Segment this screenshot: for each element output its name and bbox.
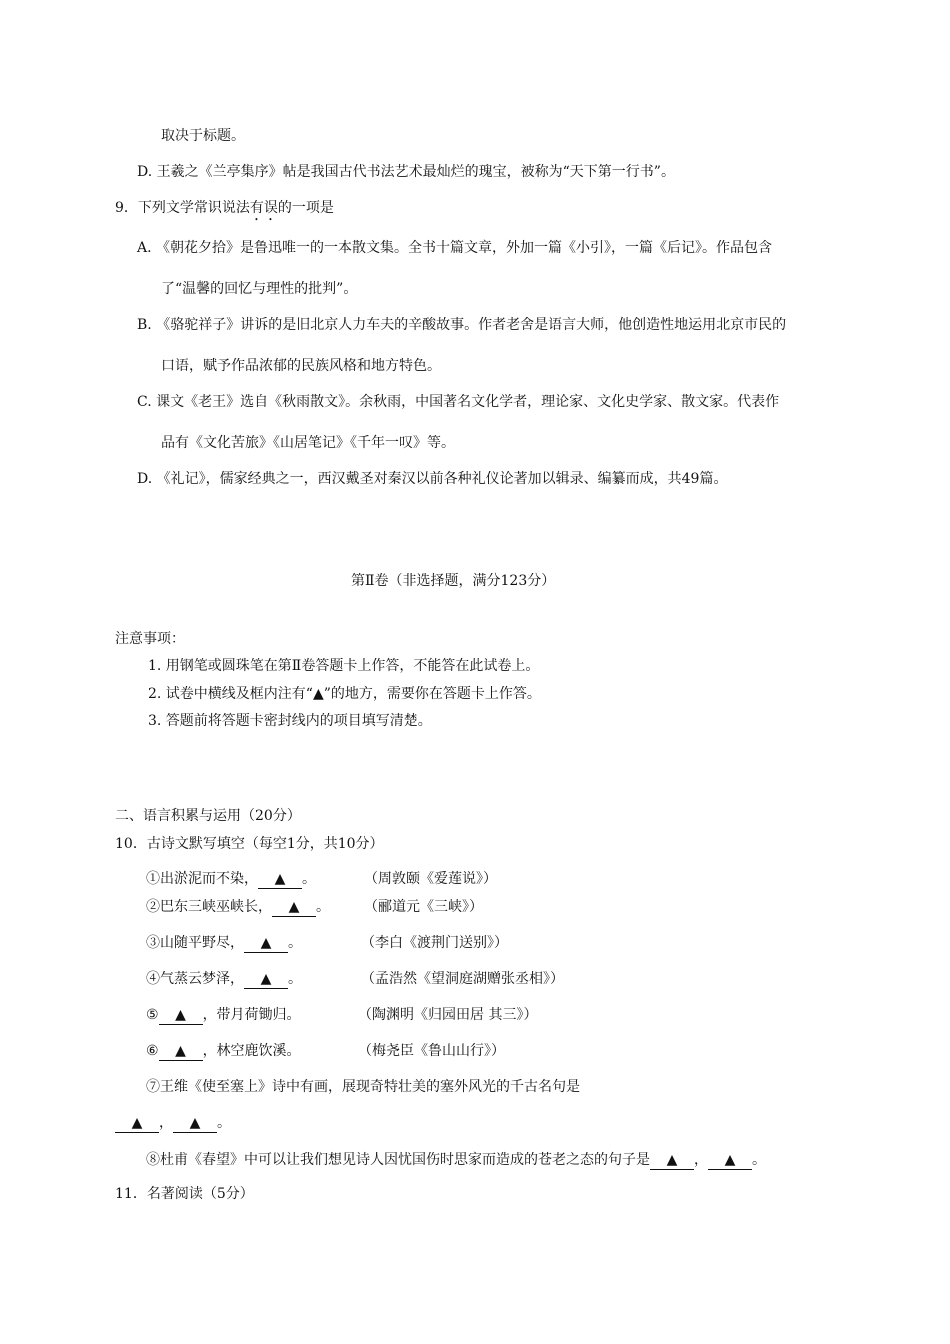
q9-option-d-line1: D. 《礼记》，儒家经典之一，西汉戴圣对秦汉以前各种礼仪论著加以辑录、编纂而成，共49篇。 (137, 471, 728, 487)
section2-title: 二、语言积累与运用（20分） (115, 808, 301, 824)
q9-option-a-line2: 了“温馨的回忆与理性的批判”。 (161, 281, 358, 297)
poem-item-4-source: （孟浩然《望洞庭湖赠张丞相》） (361, 971, 564, 987)
q9-stem-post: 的一项是 (277, 200, 334, 216)
answer-blank: ▲ (159, 1006, 203, 1025)
answer-blank: ▲ (115, 1114, 159, 1133)
poem-item-2: ②巴东三峡巫峡长， ▲ 。 (146, 899, 330, 915)
poem-item-2-source: （郦道元《三峡》） (364, 899, 483, 915)
poem-item-3: ③山随平野尽， ▲ 。 (146, 935, 302, 951)
q10-stem: 10．古诗文默写填空（每空1分，共10分） (115, 836, 384, 852)
poem-item-1: ①出淤泥而不染， ▲ 。 (146, 871, 316, 887)
poem-item-1-source: （周敦颐《爱莲说》） (364, 871, 497, 887)
q9-option-c-line2: 品有《文化苦旅》《山居笔记》《千年一叹》等。 (161, 435, 455, 451)
part2-title: 第Ⅱ卷（非选择题，满分123分） (351, 573, 556, 589)
q8-option-c-continuation: 取决于标题。 (161, 128, 245, 144)
q9-stem-emphasis: 有误 (249, 200, 278, 216)
poem-item-3-source: （李白《渡荆门送别》） (361, 935, 508, 951)
q9-stem-pre: 9．下列文学常识说法 (115, 200, 250, 216)
answer-blank: ▲ (173, 1114, 217, 1133)
poem-item-5: ⑤ ▲ ，带月荷锄归。 (146, 1007, 301, 1023)
q9-stem (115, 198, 334, 224)
q9-option-b-line2: 口语，赋予作品浓郁的民族风格和地方特色。 (161, 358, 441, 374)
poem-item-6: ⑥ ▲ ，林空鹿饮溪。 (146, 1043, 301, 1059)
q8-option-d: D. 王羲之《兰亭集序》帖是我国古代书法艺术最灿烂的瑰宝，被称为“天下第一行书”。 (137, 164, 675, 180)
answer-blank: ▲ (244, 934, 288, 953)
answer-blank: ▲ (272, 898, 316, 917)
poem-item-5-source: （陶渊明《归园田居 其三》） (358, 1007, 538, 1023)
note-2: 2. 试卷中横线及框内注有“▲”的地方，需要你在答题卡上作答。 (148, 686, 541, 702)
answer-blank: ▲ (258, 870, 302, 889)
answer-blank: ▲ (159, 1042, 203, 1061)
answer-blank: ▲ (650, 1151, 694, 1170)
poem-item-6-source: （梅尧臣《鲁山山行》） (358, 1043, 505, 1059)
poem-item-7: ⑦王维《使至塞上》诗中有画，展现奇特壮美的塞外风光的千古名句是 (146, 1079, 580, 1095)
q9-option-b-line1: B. 《骆驼祥子》讲诉的是旧北京人力车夫的辛酸故事。作者老舍是语言大师，他创造性地运用北京市民的 (137, 317, 787, 333)
answer-blank: ▲ (708, 1151, 752, 1170)
poem-item-7-blanks: ▲ ， ▲ 。 (115, 1113, 231, 1133)
q11-stem: 11．名著阅读（5分） (115, 1186, 254, 1202)
note-3: 3. 答题前将答题卡密封线内的项目填写清楚。 (148, 713, 432, 729)
notes-title: 注意事项： (115, 631, 185, 647)
note-1: 1. 用钢笔或圆珠笔在第Ⅱ卷答题卡上作答，不能答在此试卷上。 (148, 658, 540, 674)
q9-option-c-line1: C. 课文《老王》选自《秋雨散文》。余秋雨，中国著名文化学者，理论家、文化史学家、散文家。代表作 (137, 394, 780, 410)
q9-option-a-line1: A. 《朝花夕拾》是鲁迅唯一的一本散文集。全书十篇文章，外加一篇《小引》，一篇《后记》。作品包含 (137, 240, 773, 256)
poem-item-4: ④气蒸云梦泽， ▲ 。 (146, 971, 302, 987)
answer-blank: ▲ (244, 970, 288, 989)
poem-item-8: ⑧杜甫《春望》中可以让我们想见诗人因忧国伤时思家而造成的苍老之态的句子是 ▲ ， ▲ 。 (146, 1152, 766, 1168)
